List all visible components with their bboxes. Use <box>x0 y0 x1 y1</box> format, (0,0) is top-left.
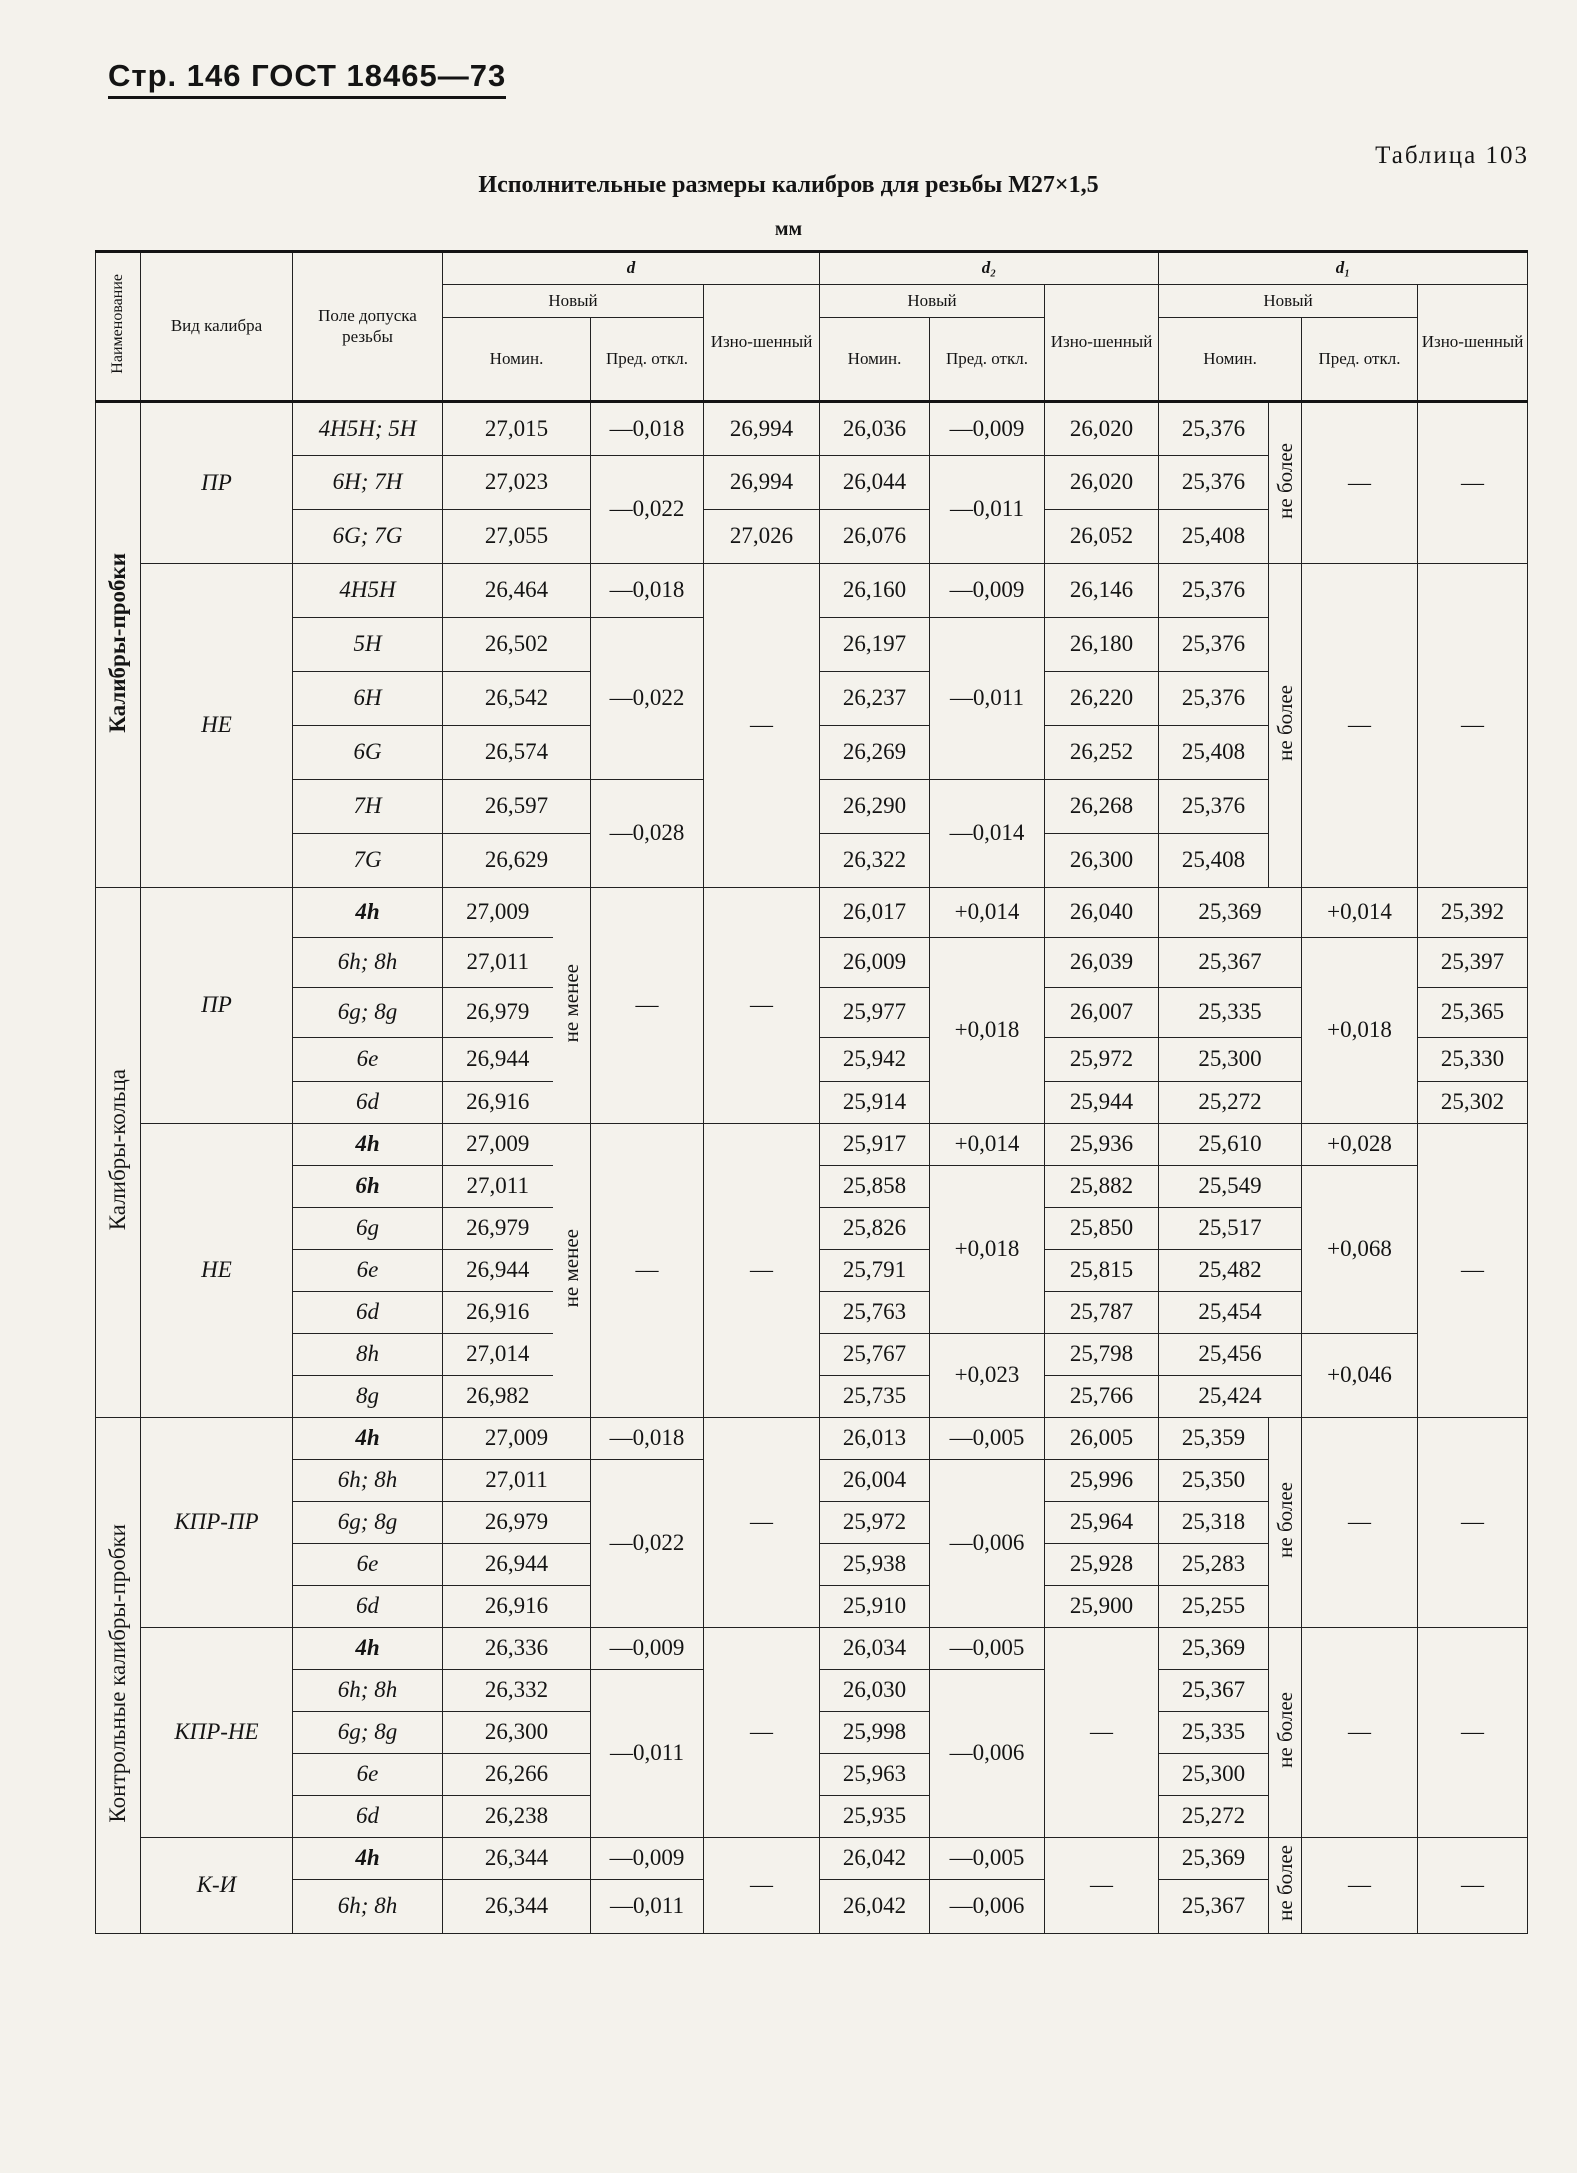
table-row: НЕ 4h 27,009 не менее — — 25,917 +0,014 25,936 25,610 +0,028 — <box>96 1124 1528 1166</box>
table-row: 6G; 7G 27,055 27,026 26,076 26,052 25,408 <box>96 510 1528 564</box>
table-row: 6e 26,944 25,791 25,815 25,482 <box>96 1250 1528 1292</box>
note-ne-bolee: не более <box>1269 1838 1302 1934</box>
table-row: 6H; 7H 27,023 —0,022 26,994 26,044 —0,011 26,020 25,376 <box>96 456 1528 510</box>
table-row: К-И 4h 26,344 —0,009 — 26,042 —0,005 — 25,369 не более — — <box>96 1838 1528 1880</box>
table-row: 6e 26,944 25,938 25,928 25,283 <box>96 1544 1528 1586</box>
table-number: Таблица 103 <box>1375 142 1529 169</box>
table-row: 6g; 8g 26,979 25,977 26,007 25,335 25,365 <box>96 988 1528 1038</box>
gauge-type: К-И <box>141 1838 293 1934</box>
note-ne-bolee: не более <box>1269 1628 1302 1838</box>
table-row: 6d 26,916 25,914 25,944 25,272 25,302 <box>96 1082 1528 1124</box>
note-ne-menee: не менее <box>553 888 591 1124</box>
header-tolerance: Поле допуска резьбы <box>293 252 443 402</box>
gauge-type: НЕ <box>141 564 293 888</box>
table-row: 8g 26,982 25,735 25,766 25,424 <box>96 1376 1528 1418</box>
table-row: Калибры-пробки ПР 4H5H; 5H 27,015 —0,018 26,994 26,036 —0,009 26,020 25,376 не более — — <box>96 402 1528 456</box>
header-d2-nomin: Номин. <box>820 318 930 402</box>
table-row: 7G 26,629 26,322 26,300 25,408 <box>96 834 1528 888</box>
gauge-type: ПР <box>141 402 293 564</box>
header-d1-worn: Изно-шенный <box>1418 285 1528 402</box>
gauge-type: ПР <box>141 888 293 1124</box>
table-row: 6e 26,266 25,963 25,300 <box>96 1754 1528 1796</box>
header-d-worn: Изно-шенный <box>704 285 820 402</box>
header-d1-pred: Пред. откл. <box>1302 318 1418 402</box>
header-d1: d₁ <box>1159 252 1528 285</box>
table-row: 6g; 8g 26,300 25,998 25,335 <box>96 1712 1528 1754</box>
table-row: 6g 26,979 25,826 25,850 25,517 <box>96 1208 1528 1250</box>
table-row: 6h 27,011 25,858 +0,018 25,882 25,549 +0,068 <box>96 1166 1528 1208</box>
table-row: 8h 27,014 25,767 +0,023 25,798 25,456 +0,046 <box>96 1334 1528 1376</box>
header-d1-new: Новый <box>1159 285 1418 318</box>
header-d2-pred: Пред. откл. <box>930 318 1045 402</box>
group-label-rings: Калибры-кольца <box>96 888 141 1418</box>
table-row: 6h; 8h 26,344 —0,011 26,042 —0,006 25,367 <box>96 1880 1528 1934</box>
note-ne-menee: не менее <box>553 1124 591 1418</box>
header-d: d <box>443 252 820 285</box>
table-row: Калибры-кольца ПР 4h 27,009 не менее — — 26,017 +0,014 26,040 25,369 +0,014 25,392 <box>96 888 1528 938</box>
table-row: 6G 26,574 26,269 26,252 25,408 <box>96 726 1528 780</box>
group-label-plugs: Калибры-пробки <box>96 402 141 888</box>
header-d2-new: Новый <box>820 285 1045 318</box>
table-row: 6h; 8h 26,332 —0,011 26,030 —0,006 25,367 <box>96 1670 1528 1712</box>
table-title: Исполнительные размеры калибров для резьбы М27×1,5 <box>478 172 1099 198</box>
header-name: Наименование <box>96 252 141 402</box>
header-d1-nomin: Номин. <box>1159 318 1302 402</box>
header-d-nomin: Номин. <box>443 318 591 402</box>
header-d2: d₂ <box>820 252 1159 285</box>
table-row: Контрольные калибры-пробки КПР-ПР 4h 27,009 —0,018 — 26,013 —0,005 26,005 25,359 не более — — <box>96 1418 1528 1460</box>
header-d-pred: Пред. откл. <box>591 318 704 402</box>
group-label-control-plugs: Контрольные калибры-пробки <box>96 1418 141 1934</box>
header-type: Вид калибра <box>141 252 293 402</box>
table-row: 6h; 8h 27,011 26,009 +0,018 26,039 25,367 +0,018 25,397 <box>96 938 1528 988</box>
note-ne-bolee: не более <box>1269 402 1302 564</box>
table-row: 6e 26,944 25,942 25,972 25,300 25,330 <box>96 1038 1528 1082</box>
table-row: 6d 26,238 25,935 25,272 <box>96 1796 1528 1838</box>
header-d2-worn: Изно-шенный <box>1045 285 1159 402</box>
note-ne-bolee: не более <box>1269 1418 1302 1628</box>
table-unit: мм <box>774 218 803 240</box>
table-row: 6H 26,542 26,237 26,220 25,376 <box>96 672 1528 726</box>
table-row: 6d 26,916 25,763 25,787 25,454 <box>96 1292 1528 1334</box>
table-row: 5H 26,502 —0,022 26,197 —0,011 26,180 25,376 <box>96 618 1528 672</box>
table-row: НЕ 4H5H 26,464 —0,018 — 26,160 —0,009 26,146 25,376 не более — — <box>96 564 1528 618</box>
gauge-dimensions-table <box>95 250 1528 1934</box>
table-row: 7H 26,597 —0,028 26,290 —0,014 26,268 25,376 <box>96 780 1528 834</box>
note-ne-bolee: не более <box>1269 564 1302 888</box>
header-d-new: Новый <box>443 285 704 318</box>
gauge-type: КПР-ПР <box>141 1418 293 1628</box>
page-header: Стр. 146 ГОСТ 18465—73 <box>108 58 506 99</box>
gauge-type: КПР-НЕ <box>141 1628 293 1838</box>
table-row: 6g; 8g 26,979 25,972 25,964 25,318 <box>96 1502 1528 1544</box>
table-row: КПР-НЕ 4h 26,336 —0,009 — 26,034 —0,005 — 25,369 не более — — <box>96 1628 1528 1670</box>
table-row: 6h; 8h 27,011 —0,022 26,004 —0,006 25,996 25,350 <box>96 1460 1528 1502</box>
gauge-type: НЕ <box>141 1124 293 1418</box>
table-row: 6d 26,916 25,910 25,900 25,255 <box>96 1586 1528 1628</box>
